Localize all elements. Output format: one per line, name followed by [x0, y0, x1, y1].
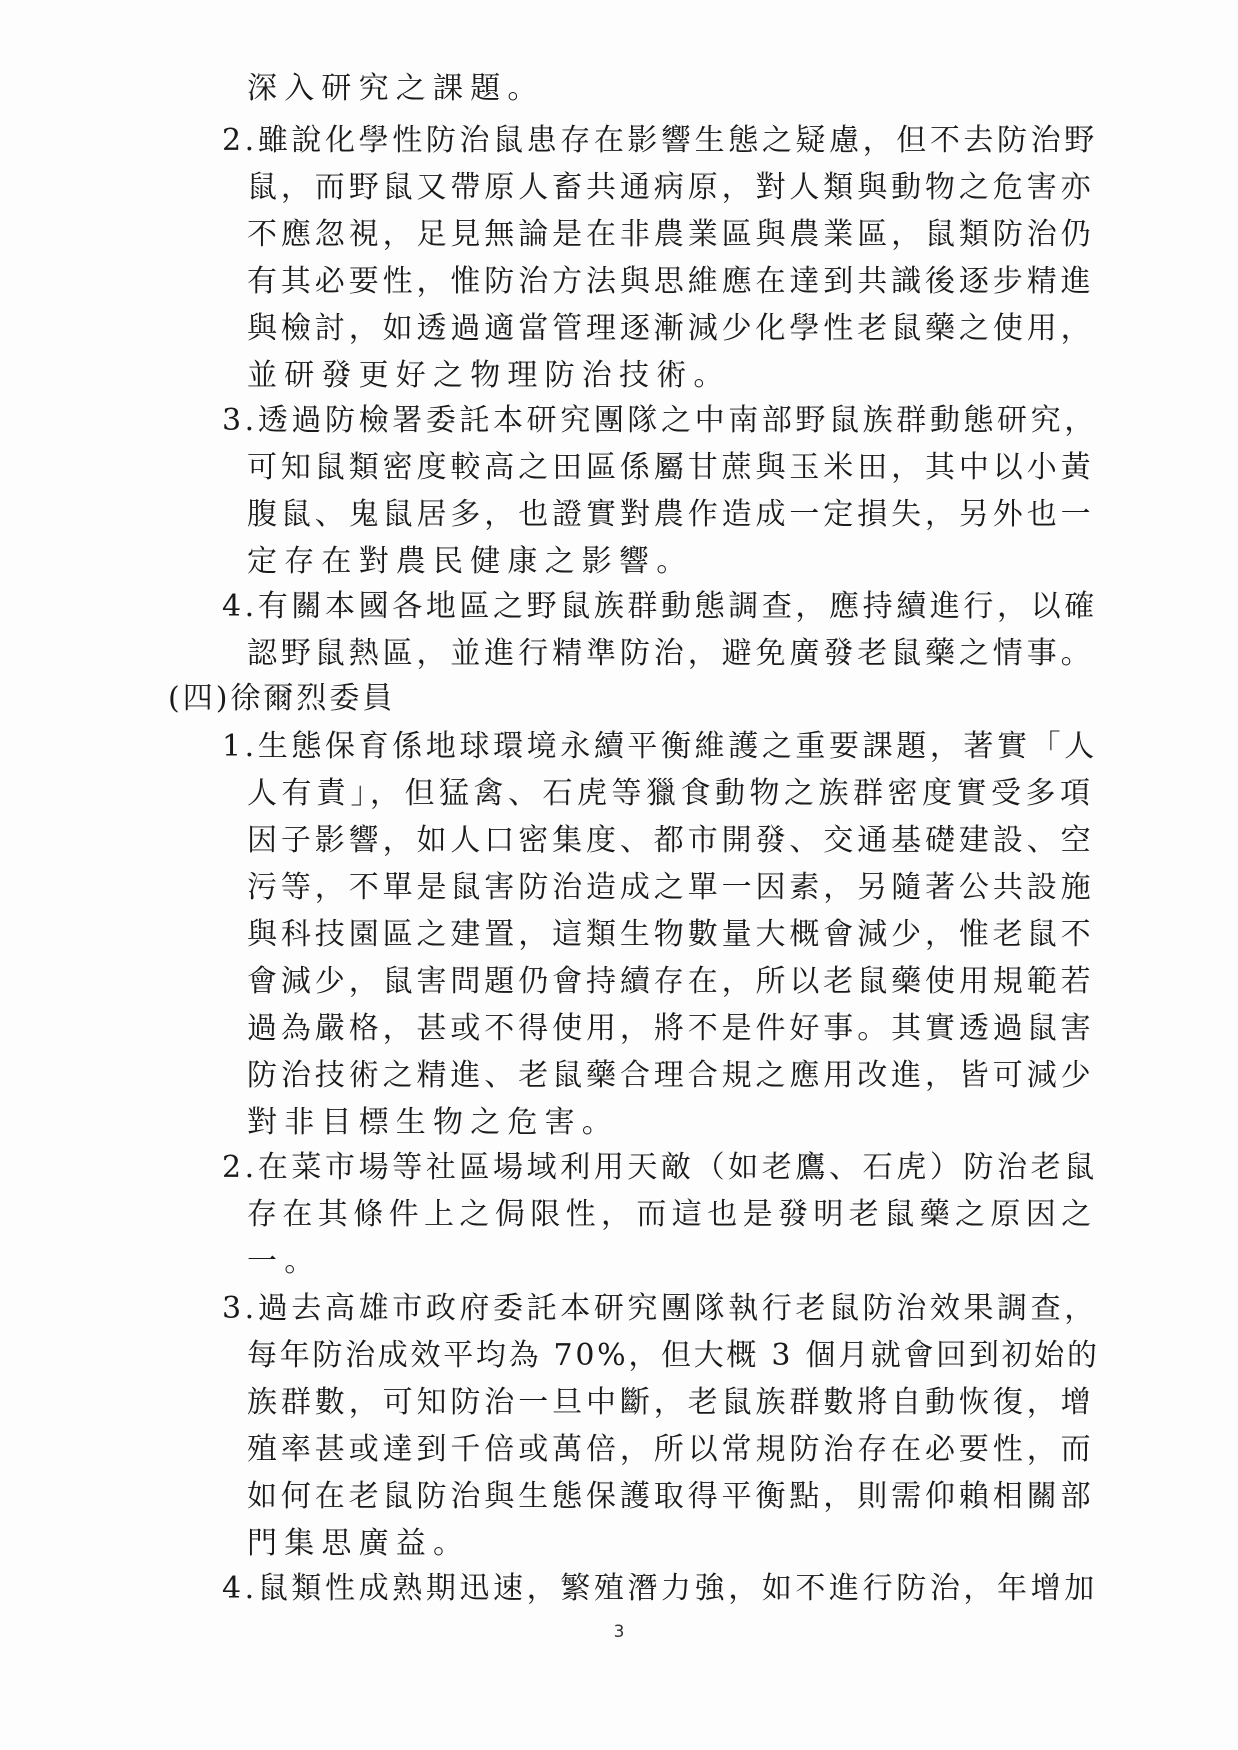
- s4-item-3-line-3: 族群數，可知防治一旦中斷，老鼠族群數將自動恢復，增: [247, 1385, 1095, 1420]
- s4-item-2-line-3: 一。: [247, 1244, 322, 1279]
- item-2-line-6: 並研發更好之物理防治技術。: [247, 358, 731, 393]
- s4-item-2-line-1: 2.在菜市場等社區場域利用天敵（如老鷹、石虎）防治老鼠: [222, 1150, 1098, 1185]
- s4-item-3-line-6: 門集思廣益。: [247, 1526, 471, 1561]
- item-2-line-5: 與檢討，如透過適當管理逐漸減少化學性老鼠藥之使用，: [247, 311, 1095, 346]
- s4-item-1-line-6: 會減少，鼠害問題仍會持續存在，所以老鼠藥使用規範若: [247, 964, 1095, 999]
- s4-item-2-line-2: 存在其條件上之侷限性，而這也是發明老鼠藥之原因之: [247, 1197, 1097, 1232]
- s4-item-1-line-5: 與科技園區之建置，這類生物數量大概會減少，惟老鼠不: [247, 917, 1095, 952]
- s4-item-1-line-1: 1.生態保育係地球環境永續平衡維護之重要課題，著實「人: [222, 729, 1098, 764]
- item-4-line-1: 4.有關本國各地區之野鼠族群動態調查，應持續進行，以確: [222, 589, 1098, 624]
- text-line: 深入研究之課題。: [247, 71, 545, 106]
- s4-item-1-line-2: 人有責」，但猛禽、石虎等獵食動物之族群密度實受多項: [247, 776, 1095, 811]
- s4-item-1-line-8: 防治技術之精進、老鼠藥合理合規之應用改進，皆可減少: [247, 1058, 1095, 1093]
- item-3-line-4: 定存在對農民健康之影響。: [247, 544, 694, 579]
- item-3-line-2: 可知鼠類密度較高之田區係屬甘蔗與玉米田，其中以小黃: [247, 450, 1095, 485]
- s4-item-1-line-4: 污等，不單是鼠害防治造成之單一因素，另隨著公共設施: [247, 870, 1095, 905]
- s4-item-1-line-9: 對非目標生物之危害。: [247, 1105, 619, 1140]
- page-number: 3: [613, 1622, 625, 1642]
- s4-item-3-line-4: 殖率甚或達到千倍或萬倍，所以常規防治存在必要性，而: [247, 1432, 1095, 1467]
- s4-item-1-line-7: 過為嚴格，甚或不得使用，將不是件好事。其實透過鼠害: [247, 1011, 1095, 1046]
- section-heading: (四)徐爾烈委員: [168, 681, 396, 716]
- item-3-line-1: 3.透過防檢署委託本研究團隊之中南部野鼠族群動態研究，: [222, 403, 1098, 438]
- s4-item-3-line-5: 如何在老鼠防治與生態保護取得平衡點，則需仰賴相關部: [247, 1479, 1095, 1514]
- item-4-line-2: 認野鼠熱區，並進行精準防治，避免廣發老鼠藥之情事。: [247, 636, 1095, 671]
- item-2-line-1: 2.雖說化學性防治鼠患存在影響生態之疑慮，但不去防治野: [222, 123, 1098, 158]
- item-3-line-3: 腹鼠、鬼鼠居多，也證實對農作造成一定損失，另外也一: [247, 497, 1095, 532]
- item-2-line-2: 鼠，而野鼠又帶原人畜共通病原，對人類與動物之危害亦: [247, 170, 1095, 205]
- s4-item-4-line-1: 4.鼠類性成熟期迅速，繁殖潛力強，如不進行防治，年增加: [222, 1571, 1098, 1606]
- item-2-line-4: 有其必要性，惟防治方法與思維應在達到共識後逐步精進: [247, 264, 1095, 299]
- s4-item-3-line-1: 3.過去高雄市政府委託本研究團隊執行老鼠防治效果調查，: [222, 1291, 1098, 1326]
- item-2-line-3: 不應忽視，足見無論是在非農業區與農業區，鼠類防治仍: [247, 217, 1095, 252]
- s4-item-1-line-3: 因子影響，如人口密集度、都市開發、交通基礎建設、空: [247, 823, 1095, 858]
- s4-item-3-line-2: 每年防治成效平均為 70%，但大概 3 個月就會回到初始的: [247, 1338, 1100, 1373]
